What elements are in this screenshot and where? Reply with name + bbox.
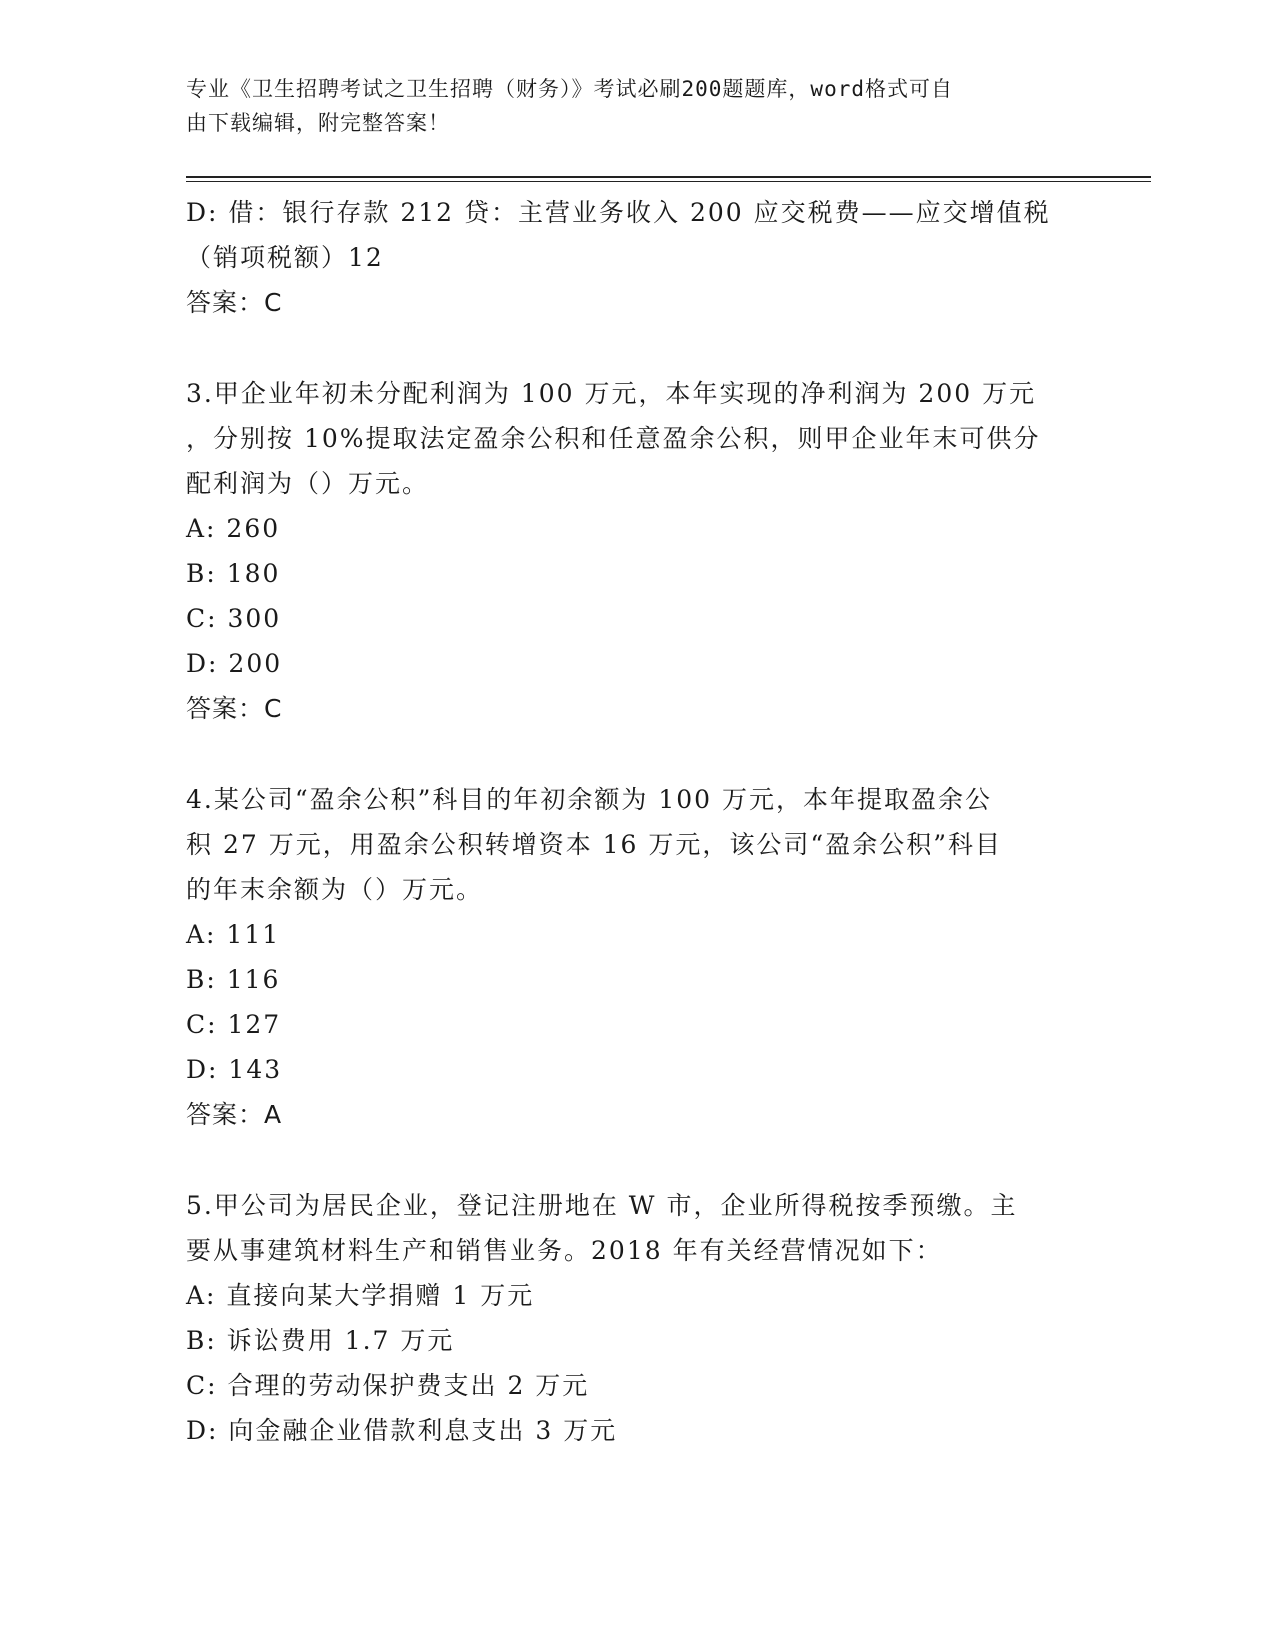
answer: 答案：C bbox=[186, 288, 283, 317]
question-stem-line: 4.某公司“盈余公积”科目的年初余额为 100 万元，本年提取盈余公 bbox=[186, 785, 993, 814]
question-3 bbox=[186, 371, 1086, 731]
question-stem-line: ，分别按 10%提取法定盈余公积和任意盈余公积，则甲企业年末可供分 bbox=[186, 424, 1041, 453]
document-body bbox=[186, 190, 1086, 1453]
question-stem-line: 配利润为（）万元。 bbox=[186, 469, 430, 498]
question-stem-line: 要从事建筑材料生产和销售业务。2018 年有关经营情况如下： bbox=[186, 1236, 943, 1265]
option-d: D: 200 bbox=[186, 649, 283, 678]
question-5 bbox=[186, 1183, 1086, 1453]
option-a: A: 111 bbox=[186, 920, 281, 949]
question-2-tail bbox=[186, 190, 1086, 325]
header-line-2: 由下载编辑，附完整答案！ bbox=[186, 111, 450, 135]
header-divider-thin bbox=[186, 181, 1151, 182]
option-b: B: 180 bbox=[186, 559, 281, 588]
header-divider-thick bbox=[186, 176, 1151, 178]
header-line-1: 专业《卫生招聘考试之卫生招聘（财务）》考试必刷200题题库，word格式可自 bbox=[186, 77, 953, 101]
option-d-continued: （销项税额）12 bbox=[186, 243, 384, 272]
answer: 答案：C bbox=[186, 694, 283, 723]
option-a: A: 260 bbox=[186, 514, 281, 543]
document-header bbox=[186, 72, 1086, 140]
question-stem-line: 积 27 万元，用盈余公积转增资本 16 万元，该公司“盈余公积”科目 bbox=[186, 830, 1002, 859]
option-d: D: 向金融企业借款利息支出 3 万元 bbox=[186, 1416, 618, 1445]
question-stem-line: 3.甲企业年初未分配利润为 100 万元，本年实现的净利润为 200 万元 bbox=[186, 379, 1037, 408]
question-stem-line: 的年末余额为（）万元。 bbox=[186, 875, 484, 904]
option-b: B: 诉讼费用 1.7 万元 bbox=[186, 1326, 455, 1355]
option-d: D: 借：银行存款 212 贷：主营业务收入 200 应交税费——应交增值税 bbox=[186, 198, 1051, 227]
option-b: B: 116 bbox=[186, 965, 281, 994]
option-a: A: 直接向某大学捐赠 1 万元 bbox=[186, 1281, 535, 1310]
option-c: C: 合理的劳动保护费支出 2 万元 bbox=[186, 1371, 590, 1400]
option-c: C: 127 bbox=[186, 1010, 282, 1039]
question-4 bbox=[186, 777, 1086, 1137]
answer: 答案：A bbox=[186, 1100, 283, 1129]
option-d: D: 143 bbox=[186, 1055, 283, 1084]
question-stem-line: 5.甲公司为居民企业，登记注册地在 W 市，企业所得税按季预缴。主 bbox=[186, 1191, 1018, 1220]
option-c: C: 300 bbox=[186, 604, 282, 633]
